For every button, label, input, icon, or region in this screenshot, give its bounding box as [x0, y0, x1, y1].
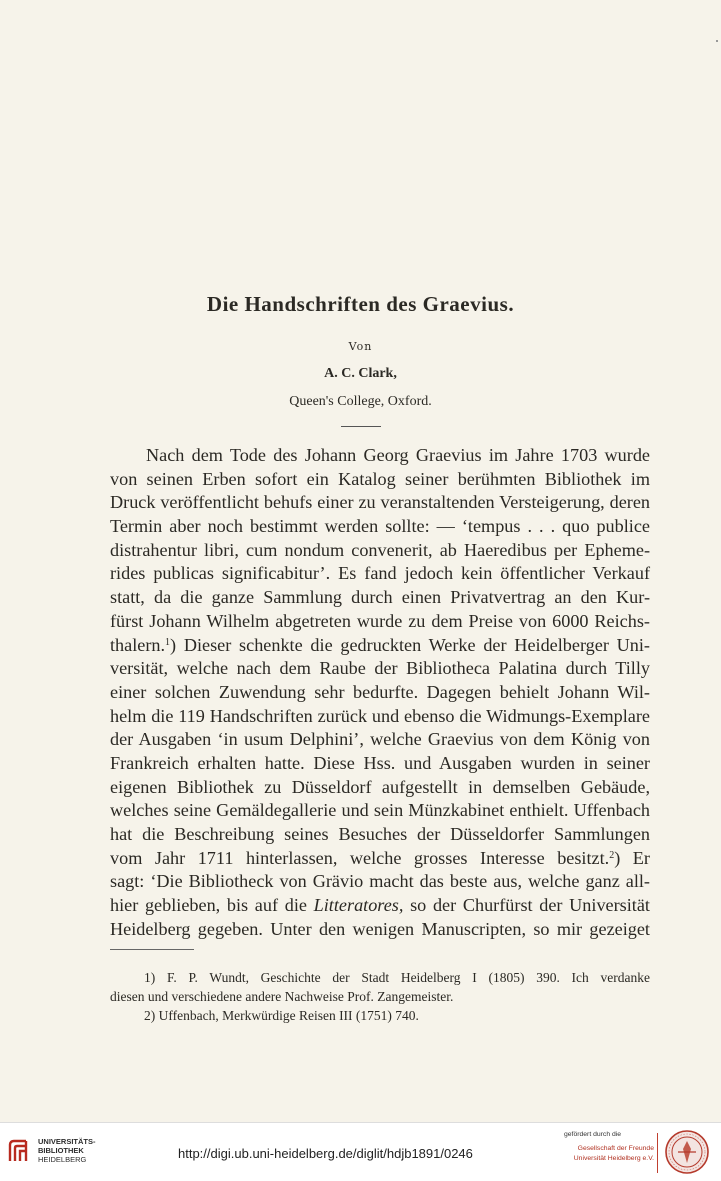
body-line: distrahentur libri, cum nondum convenerit, ab Haeredibus per Epheme-: [110, 539, 650, 560]
footnotes: [110, 968, 650, 1025]
body-line: einer solchen Zuwendung sehr bedurfte. Dagegen behielt Johann Wil-: [110, 681, 650, 702]
body-line: rides publicas significabitur’. Es fand jedoch kein öffentlicher Verkauf: [110, 563, 650, 584]
university-library-logo-icon[interactable]: [6, 1137, 34, 1165]
body-line: Druck veröffentlicht behufs einer zu veranstaltenden Versteigerung, deren: [110, 492, 650, 513]
body-line: [110, 894, 650, 918]
footnote-2: 2) Uffenbach, Merkwürdige Reisen III (1751) 740.: [144, 1008, 419, 1023]
body-line: [110, 847, 650, 871]
footnote-separator: [110, 949, 194, 950]
body-line: versität, welche nach dem Raube der Bibliotheca Palatina durch Tilly: [110, 658, 650, 679]
sponsor-intro: gefördert durch die: [564, 1131, 622, 1138]
body-line: sagt: ‘Die Bibliotheck von Grävio macht das beste aus, welche ganz all-: [110, 871, 650, 892]
body-fragment: ) Er: [614, 847, 650, 868]
body-fragment: vom Jahr 1711 hinterlassen, welche grosses Interesse besitzt.: [110, 847, 610, 868]
sponsor-divider: [657, 1133, 658, 1173]
footnote-ref-2[interactable]: 2: [609, 849, 615, 861]
viewer-footer: [0, 1122, 721, 1181]
sponsor-block: [556, 1131, 654, 1164]
permalink-url[interactable]: http://digi.ub.uni-heidelberg.de/diglit/hdjb1891/0246: [178, 1146, 473, 1161]
body-fragment: thalern.: [110, 634, 166, 655]
body-line: fürst Johann Wilhelm abgetreten wurde zu dem Preise von 6000 Reichs-: [110, 610, 650, 631]
library-name: [38, 1137, 96, 1164]
footnote-1-line: diesen und verschiedene andere Nachweise Prof. Zangemeister.: [110, 989, 454, 1004]
body-line: hat die Beschreibung seines Besuches der Düsseldorfer Sammlungen: [110, 824, 650, 844]
footnote-ref-1[interactable]: 1: [165, 636, 171, 648]
title-divider: [341, 426, 381, 427]
library-name-line: BIBLIOTHEK: [38, 1146, 84, 1155]
body-emphasis: Litteratores,: [313, 895, 404, 916]
body-line: helm die 119 Handschriften zurück und ebenso die Widmungs-Exemplare: [110, 705, 650, 726]
library-name-line: HEIDELBERG: [38, 1155, 87, 1164]
library-name-line: UNIVERSITÄTS-: [38, 1137, 96, 1146]
footnote-1-line: 1) F. P. Wundt, Geschichte der Stadt Heidelberg I (1805) 390. Ich verdanke: [144, 970, 650, 985]
university-seal-icon[interactable]: [664, 1129, 710, 1175]
body-line: von seinen Erben sofort ein Katalog seiner berühmten Bibliothek im: [110, 468, 650, 489]
body-line: der Ausgaben ‘in usum Delphini’, welche Graevius von dem König von: [110, 729, 650, 750]
body-paragraph: [110, 444, 650, 941]
sponsor-name: Universität Heidelberg e.V.: [573, 1155, 654, 1162]
body-fragment: hier geblieben, bis auf die: [110, 895, 314, 916]
author-affiliation: Queen's College, Oxford.: [289, 394, 432, 409]
article-title: Die Handschriften des Graevius.: [206, 292, 515, 316]
margin-speck: [716, 40, 718, 42]
body-line: [110, 634, 650, 658]
body-line: eigenen Bibliothek zu Düsseldorf aufgestellt in demselben Gebäude,: [110, 776, 650, 797]
body-line: Frankreich erhalten hatte. Diese Hss. und Ausgaben wurden in seiner: [110, 752, 650, 773]
sponsor-name: Gesellschaft der Freunde: [577, 1145, 654, 1152]
byline-von: Von: [348, 340, 373, 353]
body-line: statt, da die ganze Sammlung durch einen Privatvertrag an den Kur-: [110, 587, 650, 608]
body-line: Heidelberg gegeben. Unter den wenigen Manuscripten, so mir gezeiget: [110, 918, 650, 939]
body-line: Termin aber noch bestimmt werden sollte: — ‘tempus . . . quo publice: [110, 516, 650, 537]
body-fragment: ) Dieser schenkte die gedruckten Werke der Heidelberger Uni-: [170, 634, 650, 655]
body-fragment: so der Churfürst der Universität: [403, 895, 650, 916]
author-name: A. C. Clark,: [324, 366, 397, 381]
body-line: Nach dem Tode des Johann Georg Graevius im Jahre 1703 wurde: [146, 445, 650, 465]
body-line: welches seine Gemäldegallerie und sein Münzkabinet enthielt. Uffenbach: [110, 800, 650, 821]
